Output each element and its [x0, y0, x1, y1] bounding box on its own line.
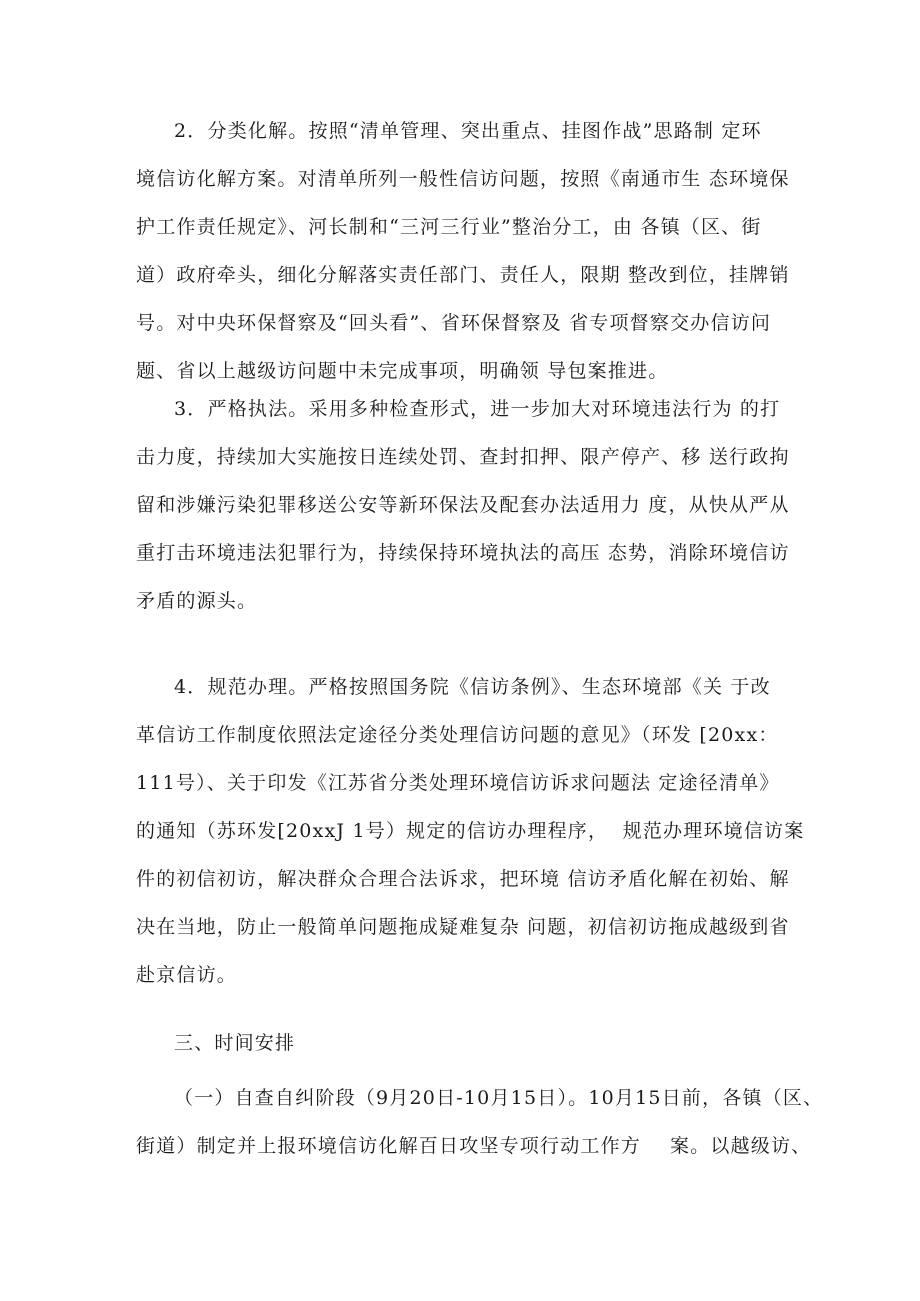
paragraph-strict-enforcement — [136, 385, 796, 625]
paragraph-standardized-handling — [136, 663, 805, 999]
paragraph-line: 重打击环境违法犯罪行为，持续保持环境执法的高压 态势，消除环境信访 — [136, 542, 790, 564]
paragraph-line: 道）政府牵头，细化分解落实责任部门、责任人，限期 整改到位，挂牌销 — [136, 264, 790, 286]
paragraph-line: （一）自查自纠阶段（9月20日-10月15日）。10月15日前，各镇（区、 — [174, 1087, 824, 1109]
paragraph-line: 赴京信访。 — [136, 964, 238, 986]
paragraph-line: 的通知（苏环发[20xxJ 1号）规定的信访办理程序， 规范办理环境信访案 — [136, 820, 805, 842]
paragraph-line: 街道）制定并上报环境信访化解百日攻坚专项行动工作方 案。以越级访、 — [136, 1135, 812, 1157]
paragraph-line: 件的初信初访，解决群众合理合法诉求，把环境 信访矛盾化解在初始、解 — [136, 868, 790, 890]
paragraph-line: 革信访工作制度依照法定途径分类处理信访问题的意见》（环发 [20xx： — [136, 724, 779, 746]
paragraph-line: 4．规范办理。严格按照国务院《信访条例》、生态环境部《关 于改 — [174, 676, 771, 698]
paragraph-self-inspection-phase — [136, 1074, 824, 1170]
paragraph-line: 2．分类化解。按照“清单管理、突出重点、挂图作战”思路制 定环 — [174, 120, 762, 142]
paragraph-line: 击力度，持续加大实施按日连续处罚、查封扣押、限产停产、移 送行政拘 — [136, 446, 790, 468]
paragraph-line: 题、省以上越级访问题中未完成事项，明确领 导包案推进。 — [136, 360, 669, 382]
paragraph-line: 留和涉嫌污染犯罪移送公安等新环保法及配套办法适用力 度，从快从严从 — [136, 494, 790, 516]
section-heading: 三、时间安排 — [174, 1032, 296, 1054]
paragraph-line: 3．严格执法。采用多种检查形式，进一步加大对环境违法行为 的打 — [174, 398, 781, 420]
paragraph-line: 护工作责任规定》、河长制和“三河三行业”整治分工，由 各镇（区、街 — [136, 216, 762, 238]
paragraph-line: 111号）、关于印发《江苏省分类处理环境信访诉求问题法 定途径清单》 — [136, 772, 780, 794]
paragraph-line: 号。对中央环保督察及“回头看”、省环保督察及 省专项督察交办信访问 — [136, 312, 772, 334]
paragraph-classified-resolution — [136, 107, 796, 395]
paragraph-line: 决在当地，防止一般简单问题拖成疑难复杂 问题，初信初访拖成越级到省 — [136, 916, 790, 938]
paragraph-line: 境信访化解方案。对清单所列一般性信访问题，按照《南通市生 态环境保 — [136, 168, 790, 190]
paragraph-line: 矛盾的源头。 — [136, 590, 258, 612]
